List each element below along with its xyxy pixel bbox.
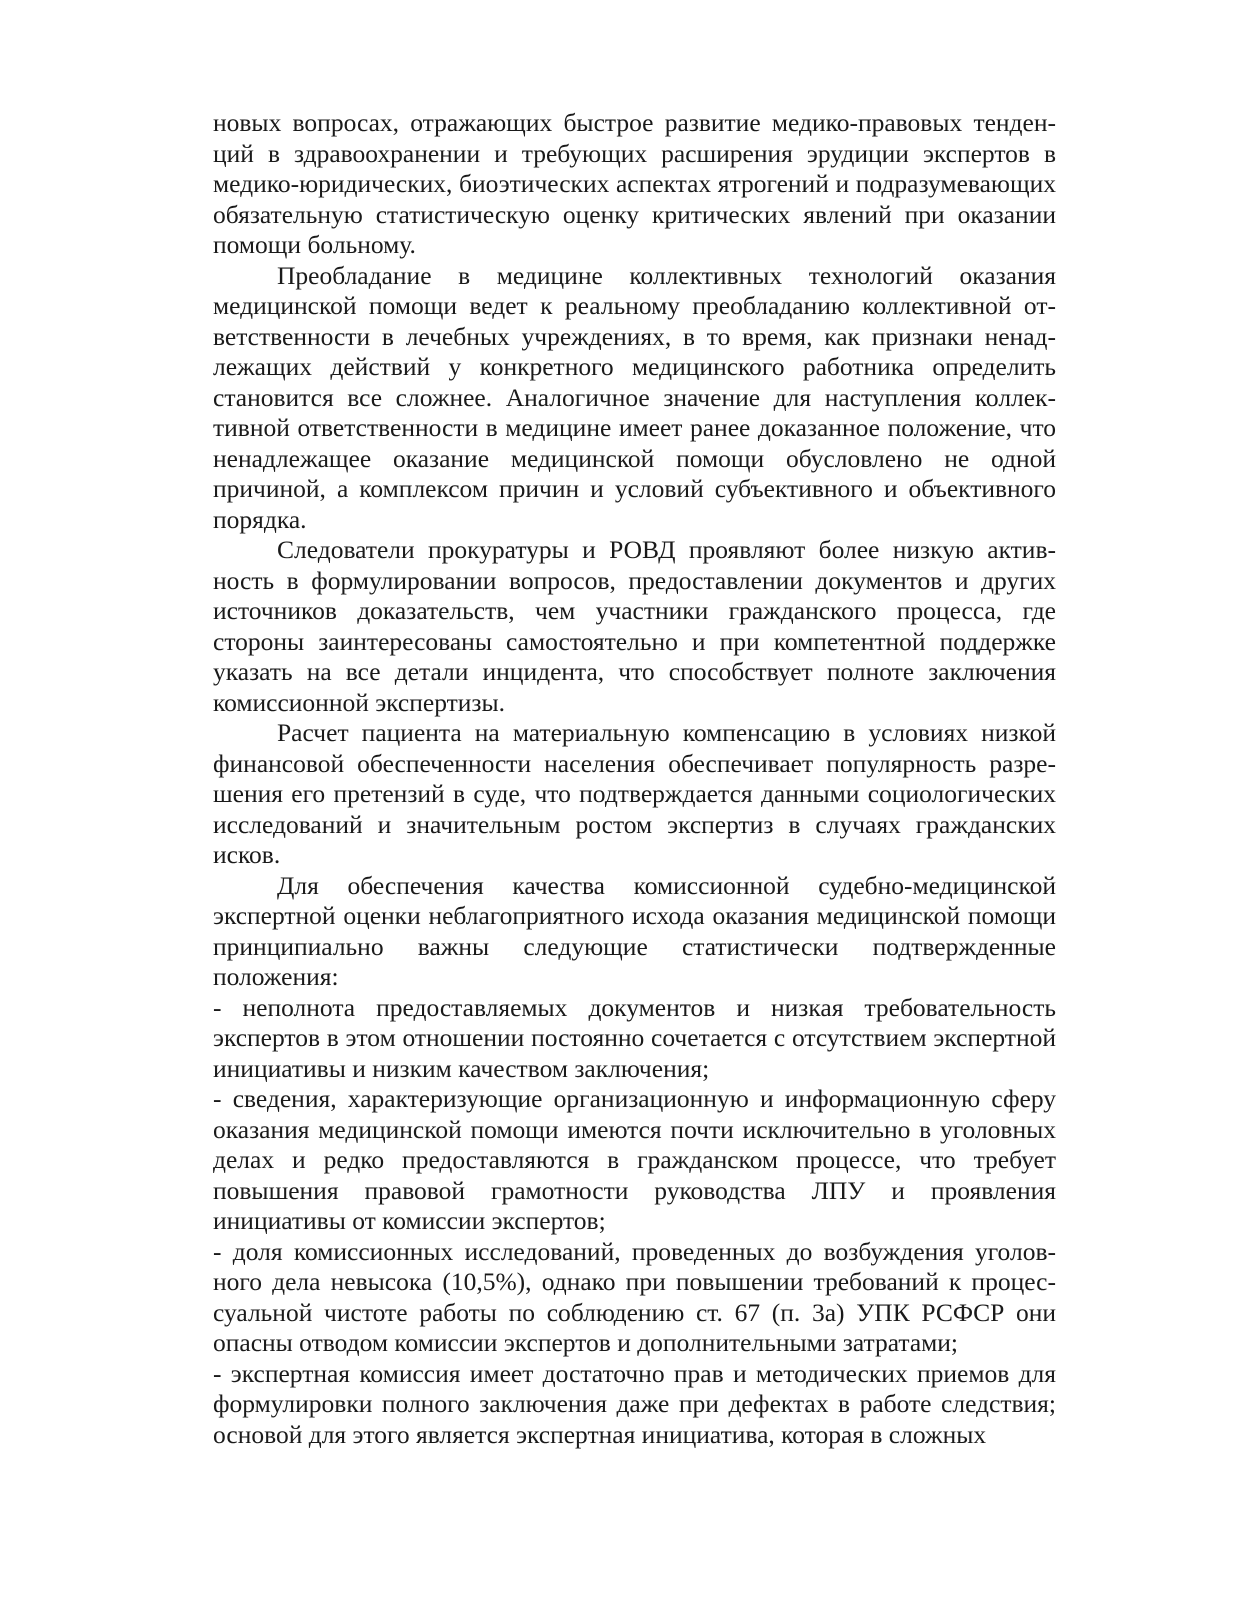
document-page (213, 108, 1056, 1450)
list-item-1: - неполнота предоставляемых документов и низкая требовательность экспертов в этом отношении постоянно сочетается с отсутствием экспертной инициативы и низким качеством заключения; (213, 992, 1056, 1083)
list-item-4: - экспертная комиссия имеет достаточно прав и методических приемов для формулировки полного заключения даже при дефектах в работе следствия; основой для этого является экспертная инициатива, которая в сложных (213, 1358, 1056, 1449)
paragraph-3: Следователи прокуратуры и РОВД проявляют более низкую активность в формулировании вопросов, предоставлении документов и других источников доказательств, чем участники гражданского процесса, где стороны заинтересованы самостоятельно и при компетентной поддержке указать на все детали инцидента, что способствует полноте заключения комиссионной экспертизы. (213, 535, 1056, 717)
paragraph-1: новых вопросах, отражающих быстрое развитие медико-правовых тенденций в здравоохранении и требующих расширения эрудиции экспертов в медико-юридических, биоэтических аспектах ятрогений и подразумевающих обязательную статистическую оценку критических явлений при оказании помощи больному. (213, 108, 1056, 259)
paragraph-4: Расчет пациента на материальную компенсацию в условиях низкой финансовой обеспеченности населения обеспечивает популярность разрешения его претензий в суде, что подтверждается данными социологических исследований и значительным ростом экспертиз в случаях гражданских исков. (213, 718, 1056, 869)
paragraph-5: Для обеспечения качества комиссионной судебно-медицинской экспертной оценки неблагоприятного исхода оказания медицинской помощи принципиально важны следующие статистически подтвержденные положения: (213, 870, 1056, 991)
paragraph-2: Преобладание в медицине коллективных технологий оказания медицинской помощи ведет к реальному преобладанию коллективной ответственности в лечебных учреждениях, в то время, как признаки ненадлежащих действий у конкретного медицинского работника определить становится все сложнее. Аналогичное значение для наступления коллективной ответственности в медицине имеет ранее доказанное положение, что ненадлежащее оказание медицинской помощи обусловлено не одной причиной, а комплексом причин и условий субъективного и объективного порядка. (213, 260, 1056, 534)
list-item-2: - сведения, характеризующие организационную и информационную сферу оказания медицинской помощи имеются почти исключительно в уголовных делах и редко предоставляются в гражданском процессе, что требует повышения правовой грамотности руководства ЛПУ и проявления инициативы от комиссии экспертов; (213, 1084, 1056, 1235)
list-item-3: - доля комиссионных исследований, проведенных до возбуждения уголовного дела невысока (10,5%), однако при повышении требований к процессуальной чистоте работы по соблюдению ст. 67 (п. 3а) УПК РСФСР они опасны отводом комиссии экспертов и дополнительными затратами; (213, 1236, 1056, 1357)
